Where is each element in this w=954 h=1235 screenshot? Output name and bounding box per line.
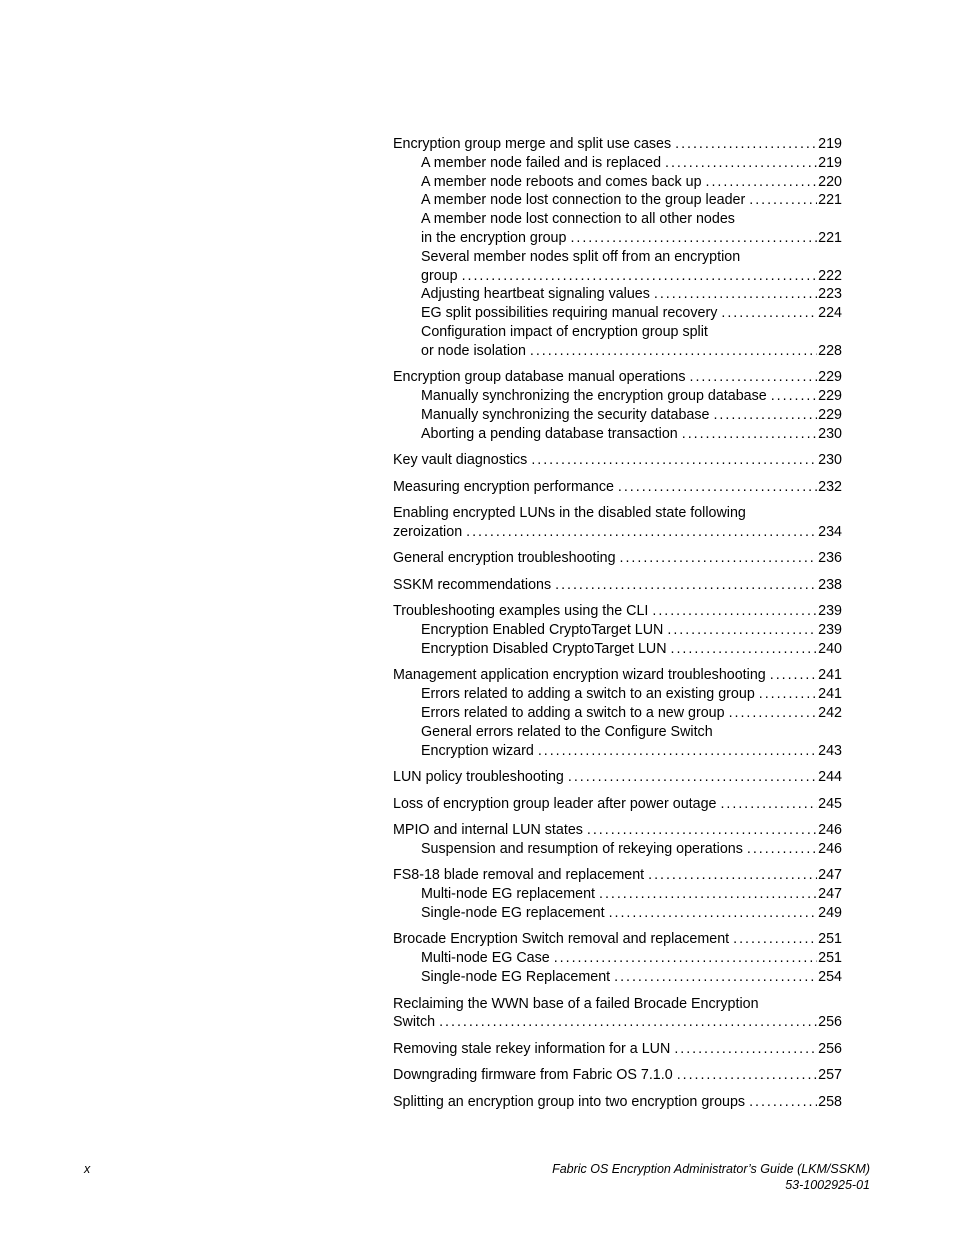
- toc-page-number: 244: [818, 769, 842, 786]
- toc-subentry-line[interactable]: [393, 248, 842, 267]
- toc-entry-title: Measuring encryption performance: [393, 478, 614, 495]
- toc-entry-title: Encryption Disabled CryptoTarget LUN: [421, 640, 667, 657]
- footer-doc-title: Fabric OS Encryption Administrator’s Guide (LKM/SSKM): [552, 1162, 870, 1176]
- dot-leader: [713, 406, 817, 425]
- dot-leader: [570, 229, 817, 248]
- toc-section: [393, 1040, 842, 1059]
- toc-page-number: 256: [818, 1040, 842, 1057]
- dot-leader: [677, 1066, 817, 1085]
- toc-page-number: 229: [818, 388, 842, 405]
- toc-subentry-line[interactable]: [393, 267, 842, 286]
- toc-section: [393, 995, 842, 1033]
- dot-leader: [648, 866, 817, 885]
- dot-leader: [568, 768, 817, 787]
- toc-page-number: 247: [818, 867, 842, 884]
- toc-subentry-line[interactable]: [393, 304, 842, 323]
- toc-entry-line[interactable]: [393, 602, 842, 621]
- dot-leader: [531, 451, 817, 470]
- toc-section: [393, 478, 842, 497]
- toc-entry-line[interactable]: [393, 451, 842, 470]
- toc-subentry-line[interactable]: [393, 640, 842, 659]
- toc-subentry-line[interactable]: [393, 425, 842, 444]
- toc-entry-line[interactable]: [393, 1013, 842, 1032]
- toc-page-number: 242: [818, 705, 842, 722]
- toc-subentry-line[interactable]: [393, 323, 842, 342]
- toc-entry-line[interactable]: [393, 504, 842, 523]
- toc-section: [393, 666, 842, 760]
- toc-entry-title: FS8-18 blade removal and replacement: [393, 867, 645, 884]
- toc-subentry-line[interactable]: [393, 191, 842, 210]
- toc-entry-line[interactable]: [393, 995, 842, 1014]
- toc-page-number: 221: [818, 192, 842, 209]
- toc-entry-title: A member node failed and is replaced: [421, 154, 662, 171]
- toc-page-number: 222: [818, 267, 842, 284]
- toc-entry-title: Encryption group merge and split use cases: [393, 136, 672, 152]
- toc-page-number: 246: [818, 840, 842, 857]
- toc-page-number: 245: [818, 795, 842, 812]
- dot-leader: [609, 904, 818, 923]
- toc-page-number: 220: [818, 173, 842, 190]
- toc-section: [393, 135, 842, 361]
- toc-page-number: 249: [818, 904, 842, 921]
- toc-page-number: 257: [818, 1067, 842, 1084]
- toc-subentry-line[interactable]: [393, 685, 842, 704]
- toc-page-number: 221: [818, 229, 842, 246]
- toc-subentry-line[interactable]: [393, 406, 842, 425]
- toc-entry-title: Single-node EG replacement: [421, 904, 605, 921]
- toc-entry-title: Reclaiming the WWN base of a failed Brocade Encryption: [393, 995, 759, 1012]
- toc-page-number: 219: [818, 154, 842, 171]
- toc-subentry-line[interactable]: [393, 968, 842, 987]
- toc-page-number: 251: [818, 950, 842, 967]
- toc-entry-title: group: [421, 267, 458, 284]
- toc-entry-title: Splitting an encryption group into two encryption groups: [393, 1093, 746, 1110]
- toc-section: [393, 1066, 842, 1085]
- dot-leader: [690, 368, 818, 387]
- dot-leader: [618, 478, 817, 497]
- dot-leader: [538, 742, 817, 761]
- dot-leader: [682, 425, 817, 444]
- toc-page-number: 219: [818, 136, 842, 152]
- toc-page-number: 241: [818, 667, 842, 684]
- dot-leader: [614, 968, 817, 987]
- dot-leader: [720, 795, 817, 814]
- toc-subentry-line[interactable]: [393, 885, 842, 904]
- toc-entry-line[interactable]: [393, 666, 842, 685]
- footer-page-number: x: [84, 1162, 91, 1176]
- toc-entry-title: Downgrading firmware from Fabric OS 7.1.0: [393, 1067, 673, 1084]
- toc-entry-title: zeroization: [393, 523, 463, 540]
- toc-subentry-line[interactable]: [393, 229, 842, 248]
- dot-leader: [759, 685, 817, 704]
- toc-entry-line[interactable]: [393, 368, 842, 387]
- toc-entry-title: Several member nodes split off from an encryption: [421, 248, 741, 265]
- toc-section: [393, 602, 842, 658]
- toc-entry-title: Management application encryption wizard troubleshooting: [393, 667, 766, 684]
- dot-leader: [667, 621, 817, 640]
- toc-entry-title: Key vault diagnostics: [393, 452, 528, 469]
- dot-leader: [674, 1040, 817, 1059]
- toc-subentry-line[interactable]: [393, 210, 842, 229]
- toc-entry-line[interactable]: [393, 1040, 842, 1059]
- toc-entry-line[interactable]: [393, 866, 842, 885]
- dot-leader: [554, 949, 817, 968]
- toc-page-number: 228: [818, 342, 842, 359]
- dot-leader: [620, 549, 818, 568]
- toc-page-number: 238: [818, 576, 842, 593]
- dot-leader: [749, 191, 817, 210]
- toc-page-number: 246: [818, 822, 842, 839]
- toc-section: [393, 768, 842, 787]
- toc-entry-title: A member node lost connection to all other nodes: [421, 211, 735, 228]
- toc-page-number: 258: [818, 1093, 842, 1110]
- toc-section: [393, 368, 842, 443]
- toc-section: [393, 821, 842, 859]
- toc-entry-line[interactable]: [393, 930, 842, 949]
- toc-subentry-line[interactable]: [393, 949, 842, 968]
- dot-leader: [466, 523, 817, 542]
- toc-page-number: 232: [818, 478, 842, 495]
- toc-page-number: 230: [818, 425, 842, 442]
- dot-leader: [587, 821, 817, 840]
- dot-leader: [733, 930, 817, 949]
- dot-leader: [439, 1013, 817, 1032]
- toc-section: [393, 504, 842, 542]
- toc-page-number: 239: [818, 622, 842, 639]
- toc-entry-title: Multi-node EG Case: [421, 950, 550, 967]
- toc-entry-title: A member node reboots and comes back up: [421, 173, 702, 190]
- dot-leader: [654, 285, 817, 304]
- toc-entry-title: Single-node EG Replacement: [421, 969, 611, 986]
- toc-subentry-line[interactable]: [393, 342, 842, 361]
- toc-section: [393, 795, 842, 814]
- toc-page-number: 234: [818, 523, 842, 540]
- toc-entry-line[interactable]: [393, 478, 842, 497]
- footer-doc-info: [552, 1162, 870, 1193]
- toc-entry-title: General errors related to the Configure Switch: [421, 723, 713, 740]
- toc-entry-title: MPIO and internal LUN states: [393, 822, 583, 839]
- toc-page-number: 229: [818, 406, 842, 423]
- toc-entry-title: LUN policy troubleshooting: [393, 769, 564, 786]
- toc-subentry-line[interactable]: [393, 840, 842, 859]
- toc-entry-line[interactable]: [393, 135, 842, 154]
- dot-leader: [675, 135, 817, 154]
- dot-leader: [671, 640, 818, 659]
- toc-entry-line[interactable]: [393, 768, 842, 787]
- toc-subentry-line[interactable]: [393, 173, 842, 192]
- toc-subentry-line[interactable]: [393, 904, 842, 923]
- toc-entry-title: Encryption group database manual operations: [393, 369, 686, 386]
- dot-leader: [462, 267, 818, 286]
- toc-subentry-line[interactable]: [393, 723, 842, 742]
- toc-page-number: 241: [818, 686, 842, 703]
- toc-entry-line[interactable]: [393, 821, 842, 840]
- toc-section: [393, 451, 842, 470]
- toc-entry-title: Errors related to adding a switch to a new group: [421, 705, 725, 722]
- toc-entry-title: SSKM recommendations: [393, 576, 552, 593]
- toc-entry-title: EG split possibilities requiring manual recovery: [421, 305, 718, 322]
- dot-leader: [721, 304, 817, 323]
- dot-leader: [665, 154, 817, 173]
- toc-subentry-line[interactable]: [393, 621, 842, 640]
- toc-entry-title: Encryption wizard: [421, 742, 534, 759]
- dot-leader: [749, 1093, 817, 1112]
- toc-page-number: 224: [818, 305, 842, 322]
- toc-entry-title: Configuration impact of encryption group split: [421, 323, 708, 340]
- toc-entry-title: Brocade Encryption Switch removal and replacement: [393, 931, 730, 948]
- toc-entry-title: General encryption troubleshooting: [393, 550, 616, 567]
- toc-page-number: 243: [818, 742, 842, 759]
- dot-leader: [747, 840, 817, 859]
- toc-entry-line[interactable]: [393, 549, 842, 568]
- toc-entry-title: Encryption Enabled CryptoTarget LUN: [421, 622, 664, 639]
- toc-section: [393, 1093, 842, 1112]
- toc-section: [393, 930, 842, 986]
- toc-entry-line[interactable]: [393, 576, 842, 595]
- toc-page-number: 230: [818, 452, 842, 469]
- toc-subentry-line[interactable]: [393, 742, 842, 761]
- toc-entry-title: A member node lost connection to the group leader: [421, 192, 746, 209]
- toc-page-number: 239: [818, 603, 842, 620]
- dot-leader: [770, 666, 817, 685]
- toc-page-number: 236: [818, 550, 842, 567]
- toc-subentry-line[interactable]: [393, 387, 842, 406]
- dot-leader: [530, 342, 817, 361]
- toc-entry-title: in the encryption group: [421, 229, 567, 246]
- toc-entry-title: Troubleshooting examples using the CLI: [393, 603, 649, 620]
- toc-subentry-line[interactable]: [393, 154, 842, 173]
- toc-entry-title: Enabling encrypted LUNs in the disabled state following: [393, 505, 746, 522]
- dot-leader: [771, 387, 817, 406]
- toc-section: [393, 576, 842, 595]
- toc-entry-title: Manually synchronizing the encryption group database: [421, 388, 767, 405]
- toc-subentry-line[interactable]: [393, 704, 842, 723]
- toc-entry-title: Adjusting heartbeat signaling values: [421, 286, 650, 303]
- dot-leader: [599, 885, 817, 904]
- toc-entry-title: Aborting a pending database transaction: [421, 425, 678, 442]
- toc-page-number: 256: [818, 1014, 842, 1031]
- toc-entry-line[interactable]: [393, 1066, 842, 1085]
- toc-entry-title: Multi-node EG replacement: [421, 886, 596, 903]
- toc-entry-title: Switch: [393, 1014, 436, 1031]
- toc-page-number: 251: [818, 931, 842, 948]
- footer-doc-number: 53-1002925-01: [785, 1177, 870, 1192]
- dot-leader: [555, 576, 817, 595]
- toc-page-number: 254: [818, 969, 842, 986]
- toc-entry-line[interactable]: [393, 1093, 842, 1112]
- toc-entry-title: Errors related to adding a switch to an existing group: [421, 686, 755, 703]
- toc-entry-title: Suspension and resumption of rekeying operations: [421, 840, 743, 857]
- toc-entry-title: Manually synchronizing the security database: [421, 406, 710, 423]
- toc-page-number: 247: [818, 886, 842, 903]
- toc-entry-line[interactable]: [393, 795, 842, 814]
- dot-leader: [706, 173, 818, 192]
- toc-entry-title: or node isolation: [421, 342, 526, 359]
- toc-subentry-line[interactable]: [393, 285, 842, 304]
- toc-page-number: 240: [818, 640, 842, 657]
- toc-entry-title: Removing stale rekey information for a LUN: [393, 1040, 671, 1057]
- toc-entry-line[interactable]: [393, 523, 842, 542]
- toc-page-number: 229: [818, 369, 842, 386]
- toc-section: [393, 866, 842, 922]
- dot-leader: [729, 704, 818, 723]
- toc-section: [393, 549, 842, 568]
- toc-page-number: 223: [818, 286, 842, 303]
- table-of-contents: [393, 135, 842, 1119]
- dot-leader: [652, 602, 817, 621]
- toc-entry-title: Loss of encryption group leader after power outage: [393, 795, 717, 812]
